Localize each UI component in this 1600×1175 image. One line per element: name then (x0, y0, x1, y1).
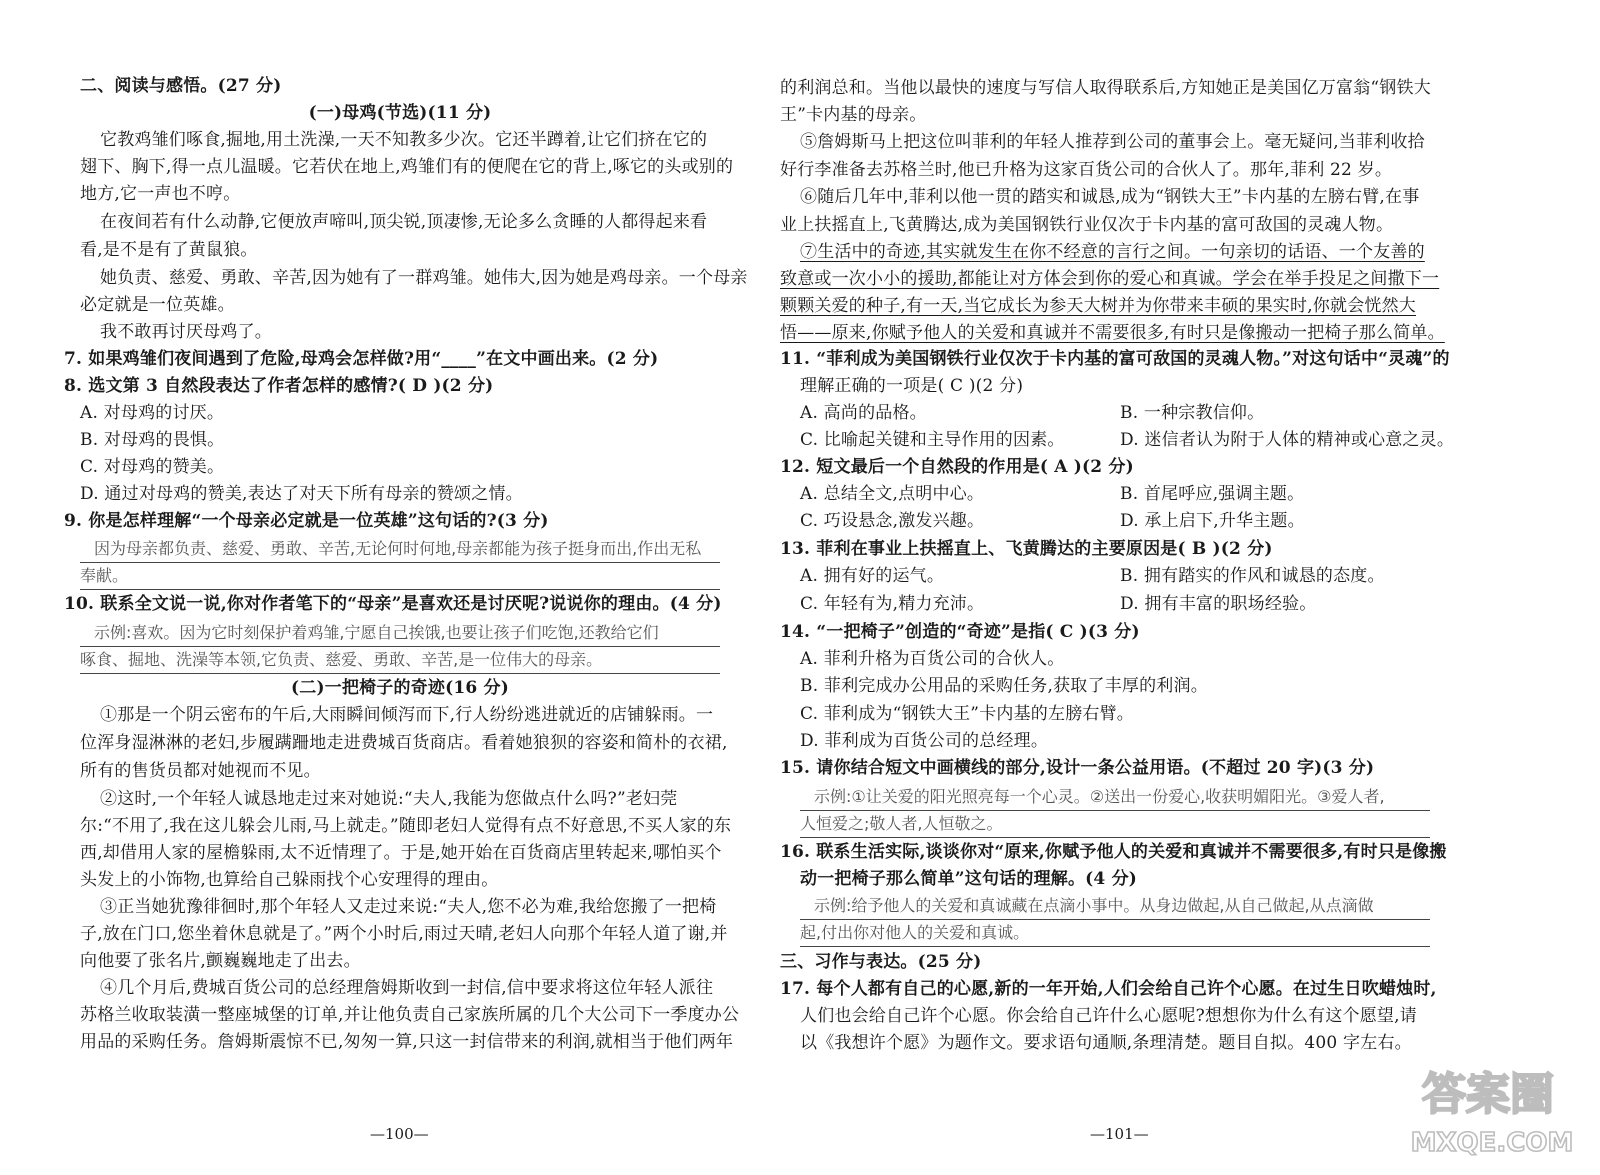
passage-line: 好行李准备去苏格兰时,他已升格为这家百货公司的合伙人了。那年,菲利 22 岁。 (780, 160, 1393, 180)
underlined-line: 颗颗关爱的种子,有一天,当它成长为参天大树并为你带来丰硕的果实时,你就会恍然大 (780, 296, 1417, 316)
question-9: 9. 你是怎样理解“一个母亲必定就是一位英雄”这句话的?(3 分) (64, 511, 549, 531)
option: B. 一种宗教信仰。 (1120, 403, 1265, 423)
passage-line: 的利润总和。当他以最快的速度与写信人取得联系后,方知她正是美国亿万富翁“钢铁大 (780, 78, 1431, 98)
passage-line: 必定就是一位英雄。 (80, 295, 235, 315)
option: A. 高尚的品格。 (800, 403, 927, 423)
answer-line[interactable]: 起,付出你对他人的关爱和真诚。 (800, 920, 1430, 947)
passage-line: ②这时,一个年轻人诚恳地走过来对她说:“夫人,我能为您做点什么吗?”老妇莞 (100, 789, 678, 809)
answer-line[interactable]: 示例:①让关爱的阳光照亮每一个心灵。②送出一份爱心,收获明媚阳光。③爱人者, (800, 784, 1430, 811)
passage-line: 业上扶摇直上,飞黄腾达,成为美国钢铁行业仅次于卡内基的富可敌国的灵魂人物。 (780, 215, 1394, 235)
option: B. 对母鸡的畏惧。 (80, 430, 225, 450)
option: D. 菲利成为百货公司的总经理。 (800, 731, 1049, 751)
option: B. 首尾呼应,强调主题。 (1120, 484, 1305, 504)
passage-line: 王”卡内基的母亲。 (780, 105, 927, 125)
answer-line[interactable]: 奉献。 (80, 563, 720, 590)
question-7: 7. 如果鸡雏们夜间遇到了危险,母鸡会怎样做?用“____”在文中画出来。(2 分) (64, 349, 659, 369)
passage-line: 看,是不是有了黄鼠狼。 (80, 240, 258, 260)
option: D. 承上启下,升华主题。 (1120, 511, 1305, 531)
question-17-cont: 以《我想许个愿》为题作文。要求语句通顺,条理清楚。题目自拟。400 字左右。 (800, 1033, 1412, 1053)
option: A. 拥有好的运气。 (800, 566, 945, 586)
question-17-cont: 人们也会给自己许个心愿。你会给自己许什么心愿呢?想想你为什么有这个愿望,请 (800, 1006, 1417, 1026)
passage-line: 所有的售货员都对她视而不见。 (80, 761, 321, 781)
option: A. 对母鸡的讨厌。 (80, 403, 225, 423)
watermark-logo (1400, 1053, 1580, 1163)
passage-line: 它教鸡雏们啄食,掘地,用土洗澡,一天不知教多少次。它还半蹲着,让它们挤在它的 (100, 130, 708, 150)
question-16-cont: 动一把椅子那么简单”这句话的理解。(4 分) (800, 869, 1138, 889)
question-11: 11. “菲利成为美国钢铁行业仅次于卡内基的富可敌国的灵魂人物。”对这句话中“灵魂”的 (780, 349, 1450, 369)
underlined-line: ⑦生活中的奇迹,其实就发生在你不经意的言行之间。一句亲切的话语、一个友善的 (800, 242, 1425, 262)
option: A. 菲利升格为百货公司的合伙人。 (800, 649, 1065, 669)
answer-line[interactable]: 人恒爱之;敬人者,人恒敬之。 (800, 811, 1430, 838)
passage-line: ③正当她犹豫徘徊时,那个年轻人又走过来说:“夫人,您不必为难,我给您搬了一把椅 (100, 897, 717, 917)
option: C. 比喻起关键和主导作用的因素。 (800, 430, 1065, 450)
passage-line: 她负责、慈爱、勇敢、辛苦,因为她有了一群鸡雏。她伟大,因为她是鸡母亲。一个母亲 (100, 268, 748, 288)
right-page (780, 0, 1600, 1175)
answer-line[interactable]: 因为母亲都负责、慈爱、勇敢、辛苦,无论何时何地,母亲都能为孩子挺身而出,作出无私 (80, 536, 720, 563)
option: C. 菲利成为“钢铁大王”卡内基的左膀右臂。 (800, 704, 1134, 724)
left-page (0, 0, 780, 1175)
answer-line[interactable]: 示例:喜欢。因为它时刻保护着鸡雏,宁愿自己挨饿,也要让孩子们吃饱,还教给它们 (80, 620, 720, 647)
page-number: —101— (1090, 1125, 1149, 1143)
question-8: 8. 选文第 3 自然段表达了作者怎样的感情?( D )(2 分) (64, 376, 494, 396)
passage-line: 我不敢再讨厌母鸡了。 (100, 322, 272, 342)
page-number: —100— (370, 1125, 429, 1143)
question-13: 13. 菲利在事业上扶摇直上、飞黄腾达的主要原因是( B )(2 分) (780, 539, 1273, 559)
watermark-bottom-text: MXQE.COM (1410, 1128, 1574, 1158)
answer-line[interactable]: 示例:给予他人的关爱和真诚藏在点滴小事中。从身边做起,从自己做起,从点滴做 (800, 893, 1430, 920)
question-11-cont: 理解正确的一项是( C )(2 分) (800, 376, 1024, 396)
passage-line: 苏格兰收取装潢一整座城堡的订单,并让他负责自己家族所属的几个大公司下一季度办公 (80, 1005, 740, 1025)
option: D. 拥有丰富的职场经验。 (1120, 594, 1317, 614)
answer-line[interactable]: 啄食、掘地、洗澡等本领,它负责、慈爱、勇敢、辛苦,是一位伟大的母亲。 (80, 647, 720, 674)
watermark-top-text: 答案圈 (1422, 1069, 1554, 1120)
passage-line: 西,却借用人家的屋檐躲雨,太不近情理了。于是,她开始在百货商店里转起来,哪怕买个 (80, 843, 722, 863)
question-17: 17. 每个人都有自己的心愿,新的一年开始,人们会给自己许个心愿。在过生日吹蜡烛时, (780, 979, 1437, 999)
passage-line: 子,放在门口,您坐着休息就是了。”两个小时后,雨过天晴,老妇人向那个年轻人道了谢,并 (80, 924, 728, 944)
option: D. 迷信者认为附于人体的精神或心意之灵。 (1120, 430, 1455, 450)
passage-line: ④几个月后,费城百货公司的总经理詹姆斯收到一封信,信中要求将这位年轻人派往 (100, 978, 714, 998)
option: D. 通过对母鸡的赞美,表达了对天下所有母亲的赞颂之情。 (80, 484, 523, 504)
option: B. 菲利完成办公用品的采购任务,获取了丰厚的利润。 (800, 676, 1208, 696)
question-10: 10. 联系全文说一说,你对作者笔下的“母亲”是喜欢还是讨厌呢?说说你的理由。(4 分) (64, 594, 722, 614)
option: C. 年轻有为,精力充沛。 (800, 594, 985, 614)
passage-line: 翅下、胸下,得一点儿温暖。它若伏在地上,鸡雏们有的便爬在它的背上,啄它的头或别的 (80, 157, 734, 177)
passage-line: 地方,它一声也不哼。 (80, 184, 241, 204)
section-title: 二、阅读与感悟。(27 分) (80, 76, 282, 96)
passage-line: 位浑身湿淋淋的老妇,步履蹒跚地走进费城百货商店。看着她狼狈的容姿和简朴的衣裙, (80, 733, 728, 753)
passage-line: 向他要了张名片,颤巍巍地走了出去。 (80, 951, 361, 971)
underlined-line: 悟——原来,你赋予他人的关爱和真诚并不需要很多,有时只是像搬动一把椅子那么简单。 (780, 323, 1445, 343)
passage-line: 在夜间若有什么动静,它便放声啼叫,顶尖锐,顶凄惨,无论多么贪睡的人都得起来看 (100, 212, 708, 232)
option: B. 拥有踏实的作风和诚恳的态度。 (1120, 566, 1385, 586)
passage-line: 用品的采购任务。詹姆斯震惊不已,匆匆一算,只这一封信带来的利润,就相当于他们两年 (80, 1032, 734, 1052)
passage-title: (一)母鸡(节选)(11 分) (308, 103, 492, 123)
section-title: 三、习作与表达。(25 分) (780, 952, 982, 972)
option: A. 总结全文,点明中心。 (800, 484, 985, 504)
question-16: 16. 联系生活实际,谈谈你对“原来,你赋予他人的关爱和真诚并不需要很多,有时只是像搬 (780, 842, 1447, 862)
question-12: 12. 短文最后一个自然段的作用是( A )(2 分) (780, 457, 1134, 477)
passage-line: ⑥随后几年中,菲利以他一贯的踏实和诚恳,成为“钢铁大王”卡内基的左膀右臂,在事 (800, 187, 1420, 207)
question-14: 14. “一把椅子”创造的“奇迹”是指( C )(3 分) (780, 622, 1140, 642)
passage-line: ①那是一个阴云密布的午后,大雨瞬间倾泻而下,行人纷纷逃进就近的店铺躲雨。一 (100, 705, 714, 725)
option: C. 巧设悬念,激发兴趣。 (800, 511, 985, 531)
passage-line: 尔:“不用了,我在这儿躲会儿雨,马上就走。”随即老妇人觉得有点不好意思,不买人家的东 (80, 816, 732, 836)
underlined-line: 致意或一次小小的援助,都能让对方体会到你的爱心和真诚。学会在举手投足之间撒下一 (780, 269, 1440, 289)
passage-line: 头发上的小饰物,也算给自己躲雨找个心安理得的理由。 (80, 870, 499, 890)
option: C. 对母鸡的赞美。 (80, 457, 225, 477)
passage-line: ⑤詹姆斯马上把这位叫菲利的年轻人推荐到公司的董事会上。毫无疑问,当菲利收拾 (800, 132, 1425, 152)
question-15: 15. 请你结合短文中画横线的部分,设计一条公益用语。(不超过 20 字)(3 分) (780, 758, 1375, 778)
passage-title: (二)一把椅子的奇迹(16 分) (291, 678, 509, 698)
